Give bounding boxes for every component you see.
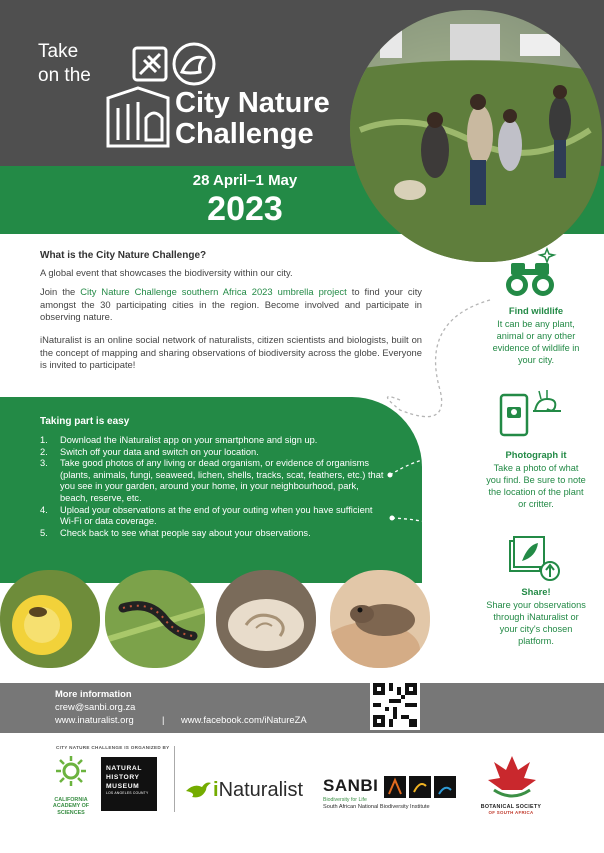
nhm-logo	[101, 757, 157, 811]
step-number: 3.	[40, 458, 48, 469]
share-photo-icon	[508, 533, 568, 583]
inat-rest: Naturalist	[218, 779, 304, 801]
frog-photo	[330, 570, 430, 668]
event-year: 2023	[207, 190, 283, 228]
take-on-the-text	[38, 40, 91, 88]
intro-paragraph-1: A global event that showcases the biodiversity within our city.	[40, 267, 293, 278]
cas-logo-icon	[55, 755, 87, 795]
step-item	[40, 447, 385, 459]
sanbi-emblems-icon	[384, 776, 456, 798]
bird-icon	[174, 44, 214, 84]
inaturalist-site-link[interactable]: www.inaturalist.org	[55, 714, 134, 725]
photograph-it-title: Photograph it	[505, 449, 567, 460]
find-wildlife-title: Find wildlife	[508, 305, 564, 316]
cnc-title-line-1: City Nature	[175, 87, 330, 119]
cas-name: CALIFORNIA ACADEMY OF SCIENCES	[52, 797, 90, 816]
inat-i: i	[213, 779, 219, 801]
cnc-title	[175, 88, 330, 150]
sanbi-tagline: Biodiversity for Life	[323, 797, 367, 803]
binoculars-icon	[503, 245, 563, 300]
camera-phone-icon	[497, 385, 565, 437]
step-item	[40, 435, 385, 447]
sanbi-logo: SANBI	[323, 776, 379, 795]
cnc-title-line-2: Challenge	[175, 118, 314, 150]
umbrella-project-link[interactable]: City Nature Challenge southern Africa 2023 umbrella project	[80, 286, 347, 297]
step-number: 1.	[40, 435, 48, 445]
take-line-1: Take	[38, 41, 79, 62]
step-text: Take good photos of any living or dead organism, or evidence of organisms (plants, animals, fungi, seaweed, lichen, shells, tracks, scat, feathers, etc.) that you see in your garden, around your home, in your neighbourhood, park, beach, reserve, etc.	[60, 458, 384, 503]
flower-photo	[0, 570, 100, 668]
snail-shell-photo	[216, 570, 316, 668]
step-item	[40, 528, 385, 540]
intro-paragraph-3: iNaturalist is an online social network of naturalists, citizen scientists and biologists, built on the concept of mapping and sharing observations of biodiversity across the globe. Everyone is invited to participate!	[40, 334, 422, 370]
facebook-link[interactable]: www.facebook.com/iNatureZA	[181, 714, 307, 725]
step-text: Check back to see what people say about your observations.	[60, 527, 311, 538]
contact-email-link[interactable]: crew@sanbi.org.za	[55, 701, 136, 712]
botanical-society-logo	[470, 804, 552, 817]
inaturalist-bird-icon	[184, 779, 212, 801]
intro-p2-prefix: Join the	[40, 286, 81, 297]
take-line-2: on the	[38, 65, 91, 86]
nhm-line-2: HISTORY	[106, 774, 140, 781]
info-separator: |	[162, 714, 165, 725]
steps-list	[40, 435, 385, 539]
organized-by-label: CITY NATURE CHALLENGE IS ORGANIZED BY	[56, 745, 170, 750]
protea-icon	[486, 752, 538, 802]
inaturalist-logo	[213, 779, 303, 802]
step-text: Upload your observations at the end of your outing when you have sufficient Wi-Fi or data coverage.	[60, 504, 373, 527]
step-item	[40, 505, 385, 528]
step-text: Download the iNaturalist app on your smartphone and sign up.	[60, 435, 318, 445]
step-number: 4.	[40, 504, 48, 515]
sanbi-full-name: South African National Biodiversity Institute	[323, 804, 430, 810]
find-wildlife-text: It can be any plant, animal or any other evidence of wildlife in your city.	[492, 319, 580, 365]
more-info-heading: More information	[55, 688, 132, 699]
step-text: Switch off your data and switch on your location.	[60, 446, 259, 457]
footer-divider	[174, 746, 175, 812]
what-is-heading: What is the City Nature Challenge?	[40, 250, 207, 261]
leaf-icon	[134, 48, 166, 80]
intro-p2-suffix: to find your city amongst the 30 participating cities in the region. Become involved and participate in observing nature.	[40, 286, 422, 322]
step-number: 5.	[40, 527, 48, 538]
event-dates: 28 April–1 May	[192, 172, 298, 189]
nhm-line-3: MUSEUM	[106, 783, 140, 790]
intro-paragraph-2	[40, 286, 422, 324]
step-item	[40, 458, 385, 504]
bss-line-2: OF SOUTH AFRICA	[488, 810, 534, 816]
bss-line-1: BOTANICAL SOCIETY	[480, 804, 542, 810]
share-text: Share your observations through iNaturalist or your city's chosen platform.	[486, 600, 586, 646]
building-icon	[108, 88, 168, 146]
nhm-sub: LOS ANGELES COUNTY	[106, 791, 149, 795]
taking-part-heading: Taking part is easy	[40, 416, 130, 427]
caterpillar-photo	[105, 570, 205, 668]
photograph-it-text: Take a photo of what you find. Be sure to note the location of the plant or critter.	[486, 463, 586, 509]
nhm-line-1: NATURAL	[106, 765, 143, 772]
share-title: Share!	[521, 586, 551, 597]
qr-code[interactable]	[370, 680, 420, 730]
step-number: 2.	[40, 446, 48, 457]
